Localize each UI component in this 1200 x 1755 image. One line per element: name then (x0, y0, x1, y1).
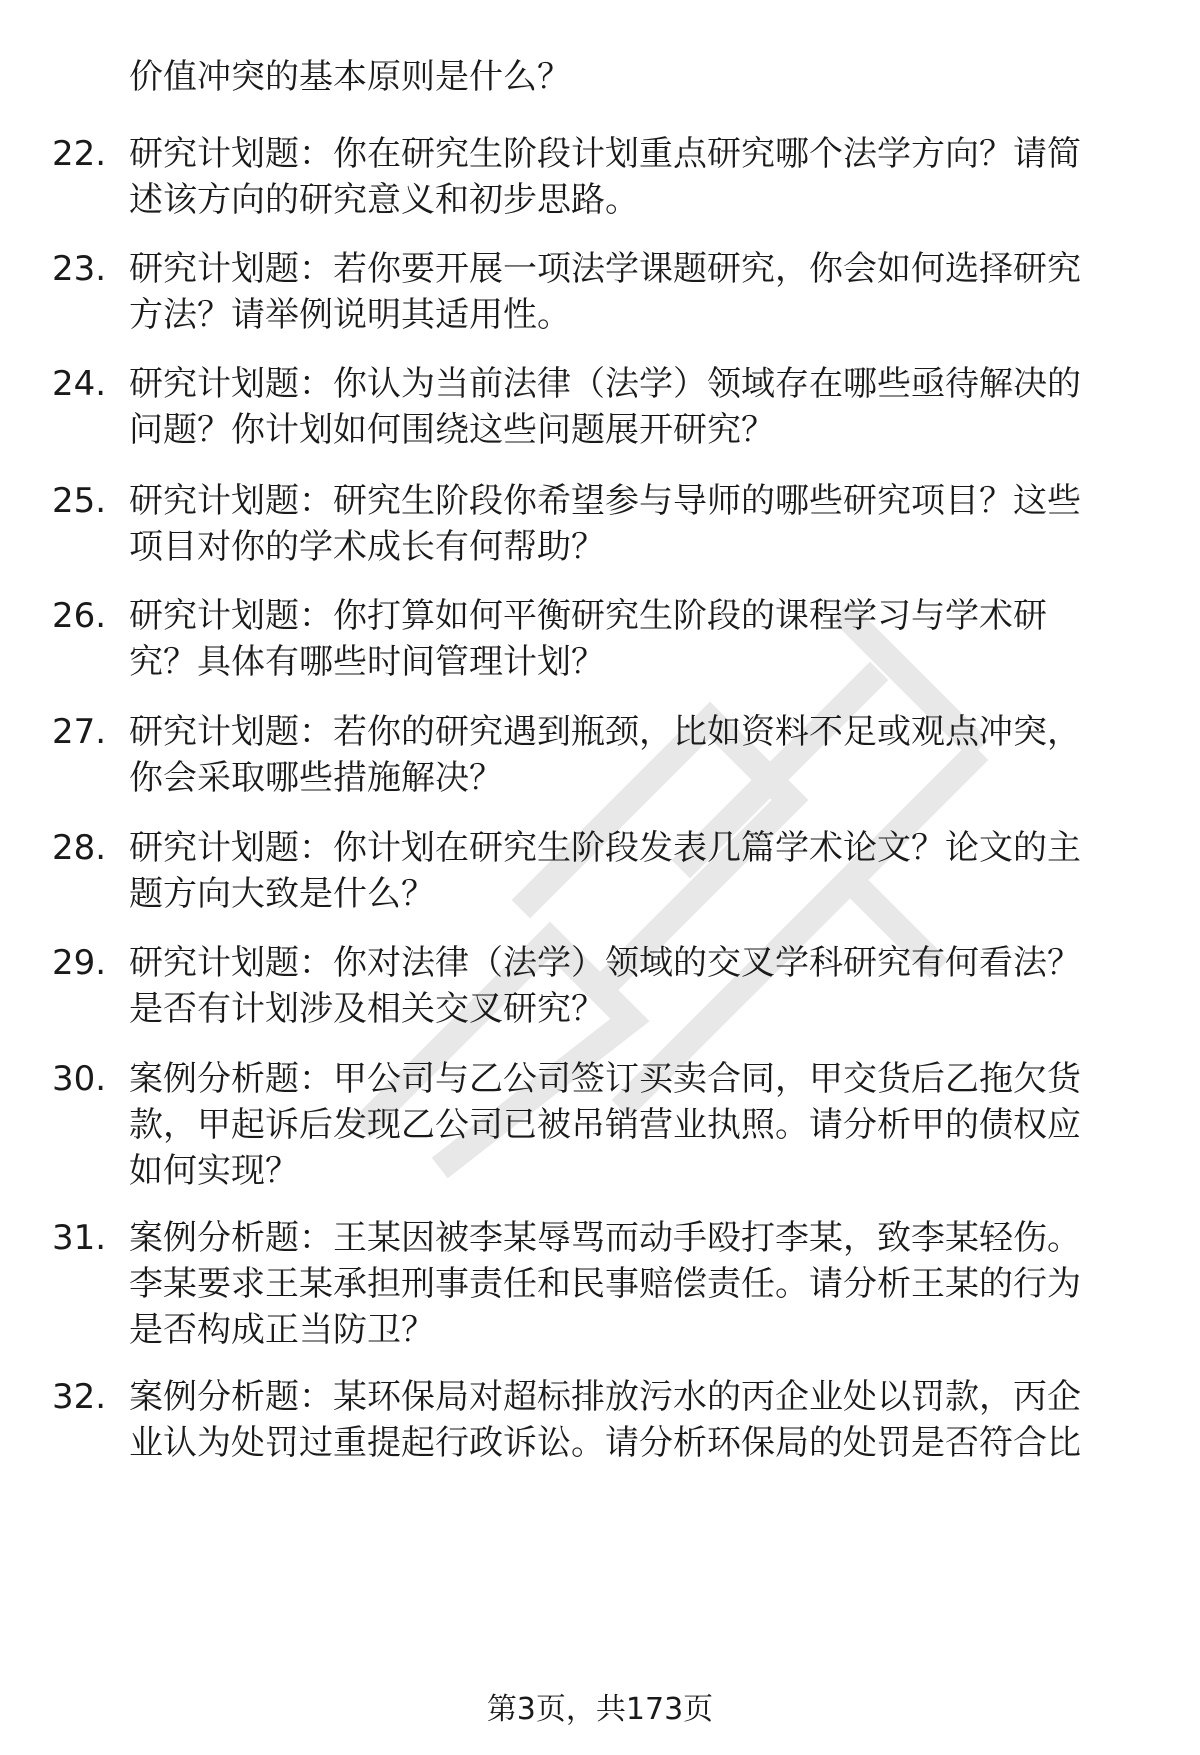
question-number: 25. (52, 481, 107, 521)
question-text-line: 李某要求王某承担刑事责任和民事赔偿责任。请分析王某的行为 (129, 1264, 1081, 1304)
question-text-line: 研究计划题：你认为当前法律（法学）领域存在哪些亟待解决的 (129, 364, 1081, 404)
question-number: 24. (52, 364, 107, 404)
question-text-line: 案例分析题：甲公司与乙公司签订买卖合同，甲交货后乙拖欠货 (129, 1059, 1081, 1099)
question-text-line: 业认为处罚过重提起行政诉讼。请分析环保局的处罚是否符合比 (129, 1423, 1081, 1463)
continuation-text: 价值冲突的基本原则是什么？ (129, 57, 571, 97)
question-text-line: 研究计划题：你打算如何平衡研究生阶段的课程学习与学术研 (129, 596, 1047, 636)
question-text-line: 案例分析题：某环保局对超标排放污水的丙企业处以罚款，丙企 (129, 1377, 1081, 1417)
question-text-line: 是否构成正当防卫？ (129, 1310, 435, 1350)
question-number: 32. (52, 1377, 107, 1417)
question-number: 23. (52, 249, 107, 289)
page-footer: 第3页，共173页 (486, 1692, 714, 1727)
question-number: 28. (52, 828, 107, 868)
question-text-line: 研究计划题：你在研究生阶段计划重点研究哪个法学方向？请简 (129, 134, 1081, 174)
question-text-line: 你会采取哪些措施解决？ (129, 758, 503, 798)
question-text-line: 项目对你的学术成长有何帮助？ (129, 527, 605, 567)
question-text-line: 如何实现？ (129, 1151, 299, 1191)
question-text-line: 述该方向的研究意义和初步思路。 (129, 180, 639, 220)
question-text-line: 款，甲起诉后发现乙公司已被吊销营业执照。请分析甲的债权应 (129, 1105, 1081, 1145)
question-number: 26. (52, 596, 107, 636)
question-number: 29. (52, 943, 107, 983)
question-text-line: 研究计划题：你对法律（法学）领域的交叉学科研究有何看法？ (129, 943, 1081, 983)
question-text-line: 研究计划题：研究生阶段你希望参与导师的哪些研究项目？这些 (129, 481, 1081, 521)
question-number: 22. (52, 134, 107, 174)
question-number: 27. (52, 712, 107, 752)
question-text-line: 题方向大致是什么？ (129, 874, 435, 914)
question-number: 30. (52, 1059, 107, 1099)
question-text-line: 案例分析题：王某因被李某辱骂而动手殴打李某，致李某轻伤。 (129, 1218, 1081, 1258)
question-number: 31. (52, 1218, 107, 1258)
question-text-line: 方法？请举例说明其适用性。 (129, 295, 571, 335)
question-text-line: 究？具体有哪些时间管理计划？ (129, 642, 605, 682)
question-text-line: 是否有计划涉及相关交叉研究？ (129, 989, 605, 1029)
question-text-line: 研究计划题：若你的研究遇到瓶颈，比如资料不足或观点冲突， (129, 712, 1081, 752)
question-text-line: 问题？你计划如何围绕这些问题展开研究？ (129, 410, 775, 450)
question-text-line: 研究计划题：若你要开展一项法学课题研究，你会如何选择研究 (129, 249, 1081, 289)
question-text-line: 研究计划题：你计划在研究生阶段发表几篇学术论文？论文的主 (129, 828, 1081, 868)
